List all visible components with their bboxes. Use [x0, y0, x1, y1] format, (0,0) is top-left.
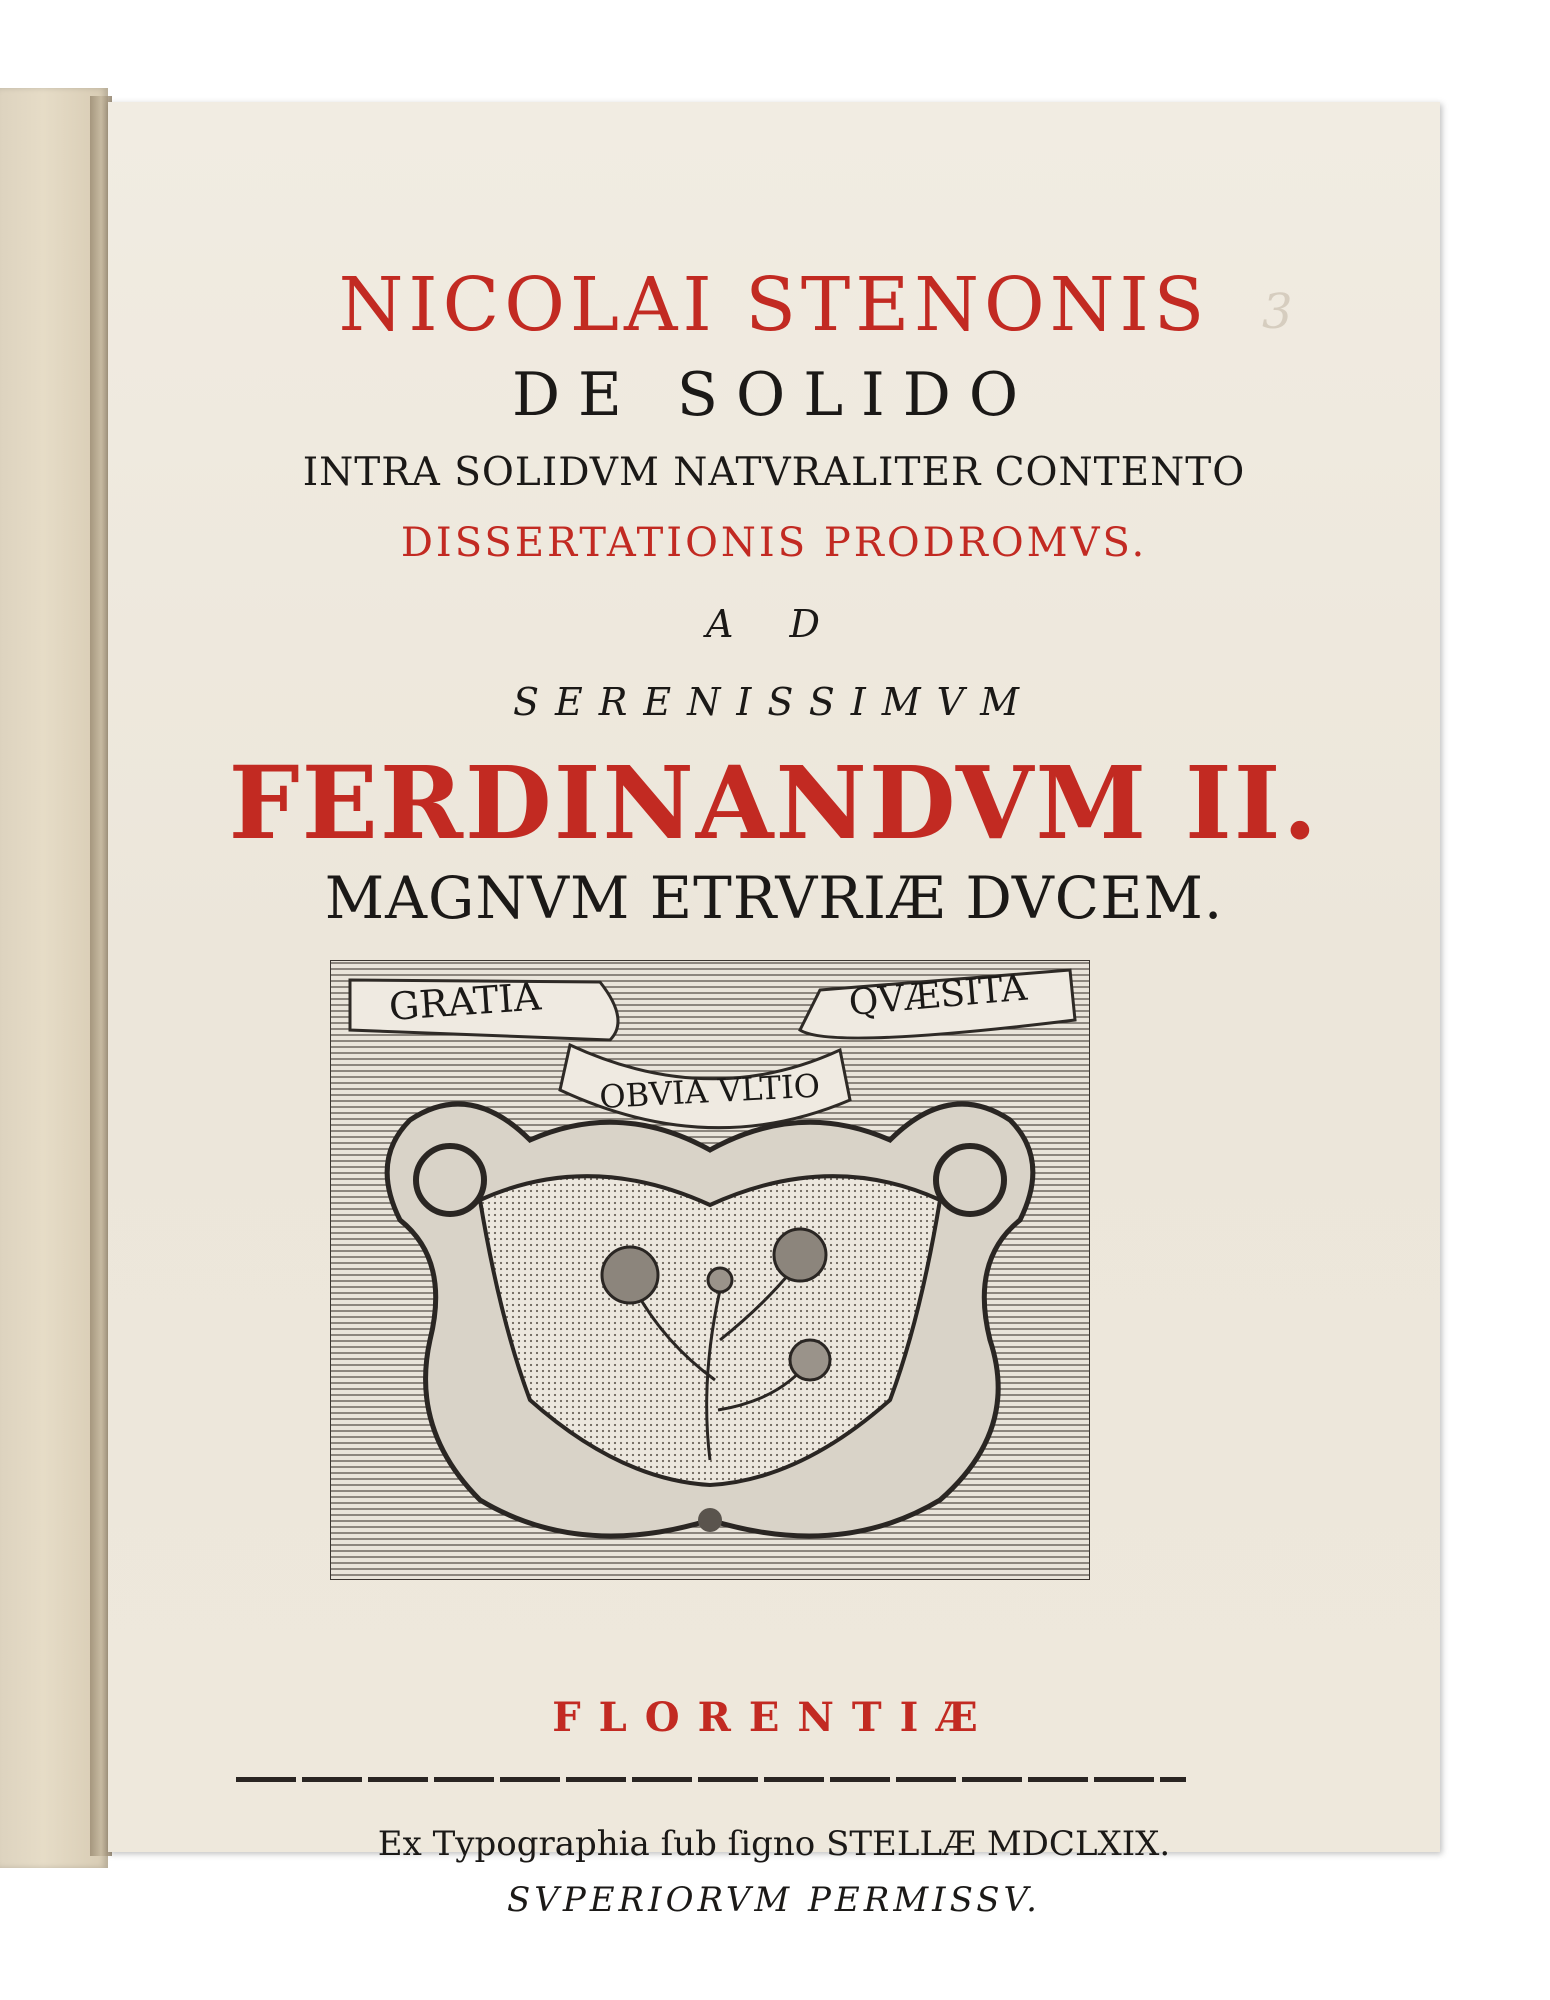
engraved-cartouche: [330, 960, 1090, 1580]
rose-bloom-right: [774, 1229, 826, 1281]
dedicatee-title: MAGNVM ETRVRIÆ DVCEM.: [324, 864, 1224, 932]
imprint-line: Ex Typographia ſub ſigno STELLÆ MDCLXIX.: [377, 1824, 1171, 1864]
title-line-3: DISSERTATIONIS PRODROMVS.: [400, 520, 1148, 566]
pendant-knob: [698, 1508, 722, 1532]
title-page: [108, 102, 1440, 1920]
imprint-place: FLORENTIÆ: [552, 1694, 996, 1741]
permission-line: SVPERIORVM PERMISSV.: [507, 1880, 1041, 1920]
dedicatee-name: FERDINANDVM II.: [228, 744, 1320, 862]
dedication-ad: A D: [706, 602, 842, 646]
author-name: NICOLAI STENONIS: [338, 262, 1210, 348]
shelf-mark: 3: [1262, 284, 1293, 340]
motto-center: OBVIA VLTIO: [598, 1066, 821, 1116]
printers-rule: [236, 1777, 1186, 1782]
title-line-2: INTRA SOLIDVM NATVRALITER CONTENTO: [302, 450, 1246, 495]
motto-left: GRATIA: [387, 974, 543, 1029]
rose-bloom-left: [602, 1247, 658, 1303]
rose-bud: [790, 1340, 830, 1380]
title-line-1: DE SOLIDO: [511, 360, 1037, 430]
dedication-serenissimum: SERENISSIMVM: [512, 680, 1036, 724]
rose-bud-top: [708, 1268, 732, 1292]
motto-right: QVÆSITA: [847, 967, 1029, 1024]
